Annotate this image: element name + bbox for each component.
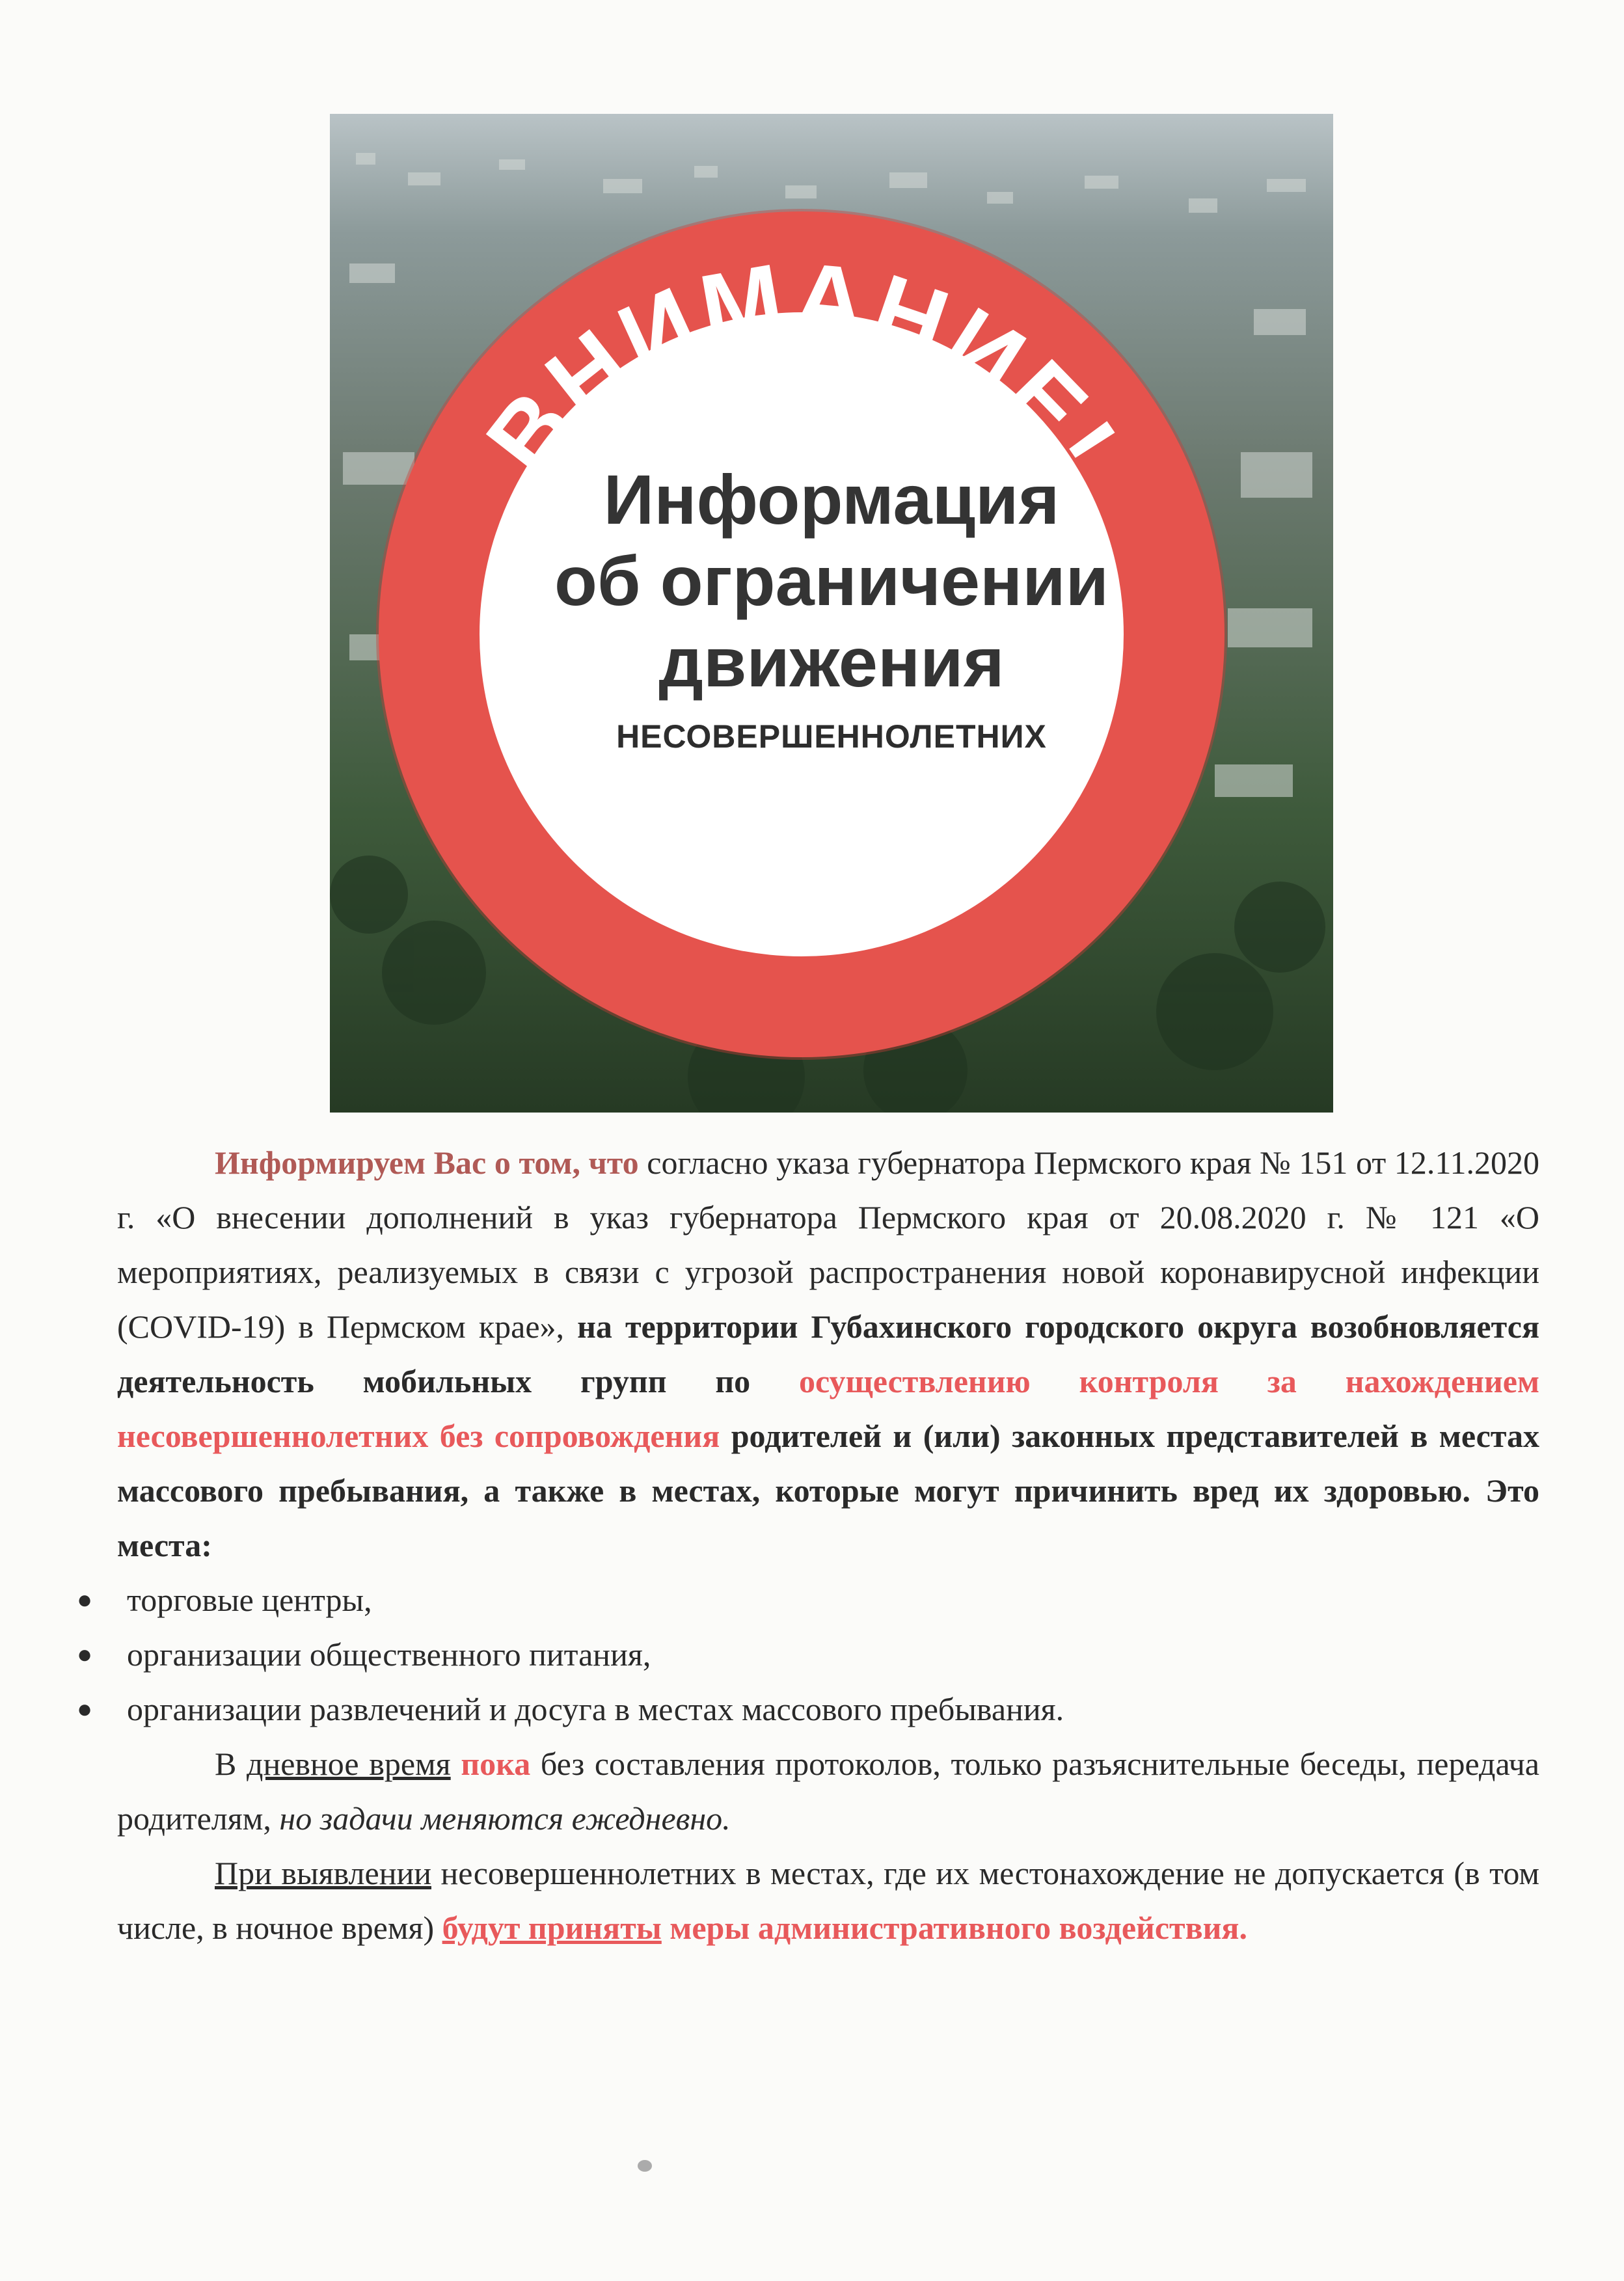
- poster-line-information: Информация: [603, 460, 1060, 539]
- detection-body: несовершеннолетних в местах, где их местонахождение не допускается (в том числе, в ночное время): [117, 1855, 1540, 1946]
- detection-space: [662, 1910, 670, 1946]
- bullet-icon: ●: [77, 1694, 93, 1723]
- notice-text: [77, 1135, 1540, 1955]
- bullet-icon: ●: [77, 1585, 93, 1614]
- paragraph-daytime: [117, 1736, 1539, 1846]
- list-item: [77, 1627, 1539, 1682]
- poster-image: [330, 114, 1333, 1113]
- list-item-text: организации развлечений и досуга в местах массового пребывания.: [127, 1691, 1064, 1727]
- list-item: [77, 1572, 1539, 1627]
- daytime-italic: но задачи меняются ежедневно.: [279, 1800, 731, 1837]
- svg-text:ВНИМАНИЕ!: [465, 242, 1140, 494]
- list-item-text: организации общественного питания,: [127, 1636, 651, 1673]
- detection-underlined: При выявлении: [215, 1855, 431, 1891]
- intro-places: родителей и (или) законных представителей в местах массового пребывания, а также в местах, которые могут причинить вред их здоровью. Это места:: [117, 1418, 1539, 1563]
- detection-measures: меры административного воздействия.: [670, 1910, 1247, 1946]
- poster-line-restriction: об ограничении: [554, 541, 1109, 620]
- poster-line-movement: движения: [658, 623, 1005, 701]
- places-list: [77, 1572, 1539, 1736]
- scan-smudge: [638, 2160, 652, 2172]
- daytime-prefix: В: [215, 1746, 247, 1782]
- detection-will-be-taken: будут приняты: [442, 1910, 662, 1946]
- arc-title-text: ВНИМАНИЕ!: [465, 241, 1141, 494]
- intro-territory: на территории Губахинского городского округа возобновляется деятельность мобильных групп по: [117, 1308, 1539, 1399]
- bullet-icon: ●: [77, 1640, 93, 1669]
- intro-lead: Информируем Вас о том, что: [215, 1144, 639, 1181]
- list-item-text: торговые центры,: [127, 1582, 372, 1618]
- list-item: [77, 1682, 1539, 1736]
- daytime-still: пока: [461, 1746, 531, 1782]
- intro-decree: согласно указа губернатора Пермского края № 151 от 12.11.2020 г. «О внесении дополнений в указ губернатора Пермского края от 20.08.2020 г. № 121 «О мероприятиях, реализуемых в связи с угрозой распространения новой коронавирусной инфекции (COVID-19) в Пермском крае»,: [117, 1144, 1539, 1345]
- daytime-space: [451, 1746, 461, 1782]
- paragraph-intro: [117, 1135, 1539, 1572]
- poster-line-minors: НЕСОВЕРШЕННОЛЕТНИХ: [616, 718, 1047, 755]
- intro-control-highlight: осуществлению контроля за нахождением несовершеннолетних без сопровождения: [117, 1363, 1540, 1454]
- daytime-underlined: дневное время: [247, 1746, 451, 1782]
- paragraph-detection: [117, 1846, 1539, 1955]
- daytime-body: без составления протоколов, только разъяснительные беседы, передача родителям,: [117, 1746, 1539, 1837]
